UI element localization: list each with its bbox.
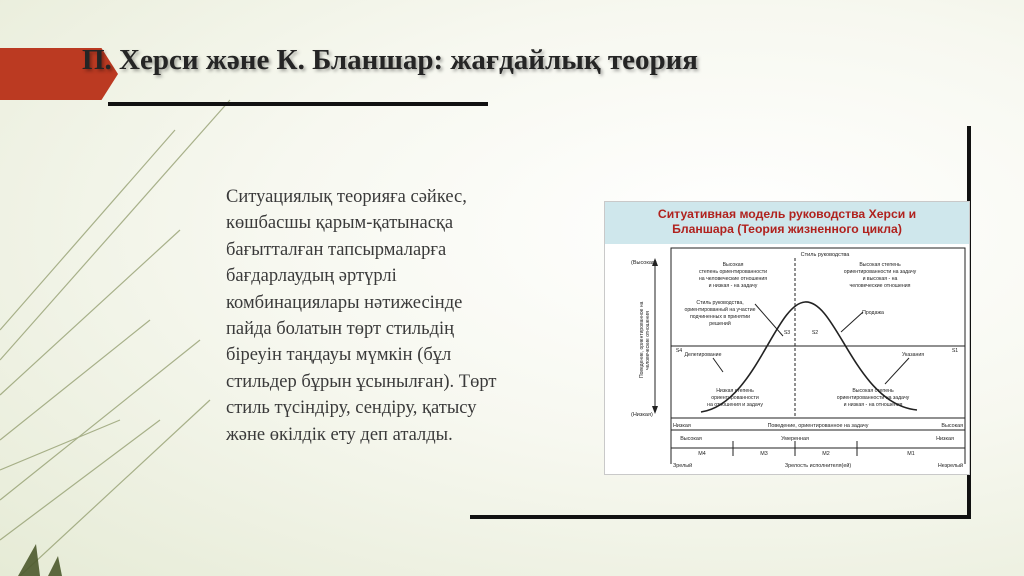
center-note: решений bbox=[709, 321, 731, 327]
figure-title bbox=[605, 202, 969, 244]
center-note: Стиль руководства, bbox=[696, 300, 744, 306]
center-note: ориентированный на участие bbox=[684, 307, 756, 313]
q2-label: человеческие отношения bbox=[849, 283, 911, 289]
q2-label: ориентированности на задачу bbox=[843, 269, 917, 275]
body-line: стильдер бұрын ұсынылған). Төрт bbox=[226, 371, 497, 392]
q1-label: Высокая степень bbox=[852, 388, 894, 394]
immature-label: Незрелый bbox=[937, 463, 963, 469]
maturity-axis-label: Зрелость исполнителя(ей) bbox=[784, 463, 852, 469]
situational-model-diagram bbox=[605, 244, 969, 474]
x-low-label: Низкая bbox=[673, 423, 691, 429]
x-high-label: Высокая bbox=[941, 423, 963, 429]
s1-label: S1 bbox=[951, 348, 959, 354]
y-axis-label: Поведение, ориентированное на bbox=[639, 301, 645, 378]
s3-label: S3 bbox=[783, 330, 791, 336]
body-line: бағытталған тапсырмаларға bbox=[226, 239, 447, 260]
y-axis-label: человеческие отношения bbox=[645, 311, 651, 370]
body-line: комбинациялары нәтижесінде bbox=[226, 292, 463, 313]
q2-label: и высокая - на bbox=[862, 276, 898, 282]
q3-label: Высокая bbox=[722, 262, 744, 268]
body-line: біреуін таңдауы мүмкін (бұл bbox=[226, 345, 452, 366]
s2-label: S2 bbox=[811, 330, 819, 336]
y-low-label: (Низкая) bbox=[631, 412, 653, 418]
m2-label: M2 bbox=[822, 451, 830, 457]
y-high-label: (Высокая) bbox=[631, 260, 657, 266]
q2-label: Высокая степень bbox=[859, 262, 901, 268]
m1-label: M1 bbox=[907, 451, 915, 457]
m4-label: M4 bbox=[698, 451, 706, 457]
delegate-label: Делегирование bbox=[684, 352, 722, 358]
q1-label: и низкая - на отношения bbox=[843, 402, 903, 408]
q3-label: на человеческие отношения bbox=[698, 276, 768, 282]
title-underline bbox=[108, 102, 488, 106]
hersey-blanchard-figure bbox=[604, 201, 970, 475]
body-line: бағдарлаудың әртүрлі bbox=[226, 266, 397, 287]
q4-label: Низкая степень bbox=[716, 388, 754, 394]
center-note: подчиненных в принятии bbox=[689, 314, 751, 320]
maturity-low: Низкая bbox=[936, 436, 954, 442]
body-line: және өкілдік ету деп аталды. bbox=[226, 424, 453, 445]
sell-label: Продажа bbox=[862, 310, 884, 316]
m3-label: M3 bbox=[760, 451, 768, 457]
slide-body-text bbox=[226, 184, 586, 448]
tell-label: Указания bbox=[901, 352, 925, 358]
s4-label: S4 bbox=[675, 348, 683, 354]
maturity-high: Высокая bbox=[680, 436, 702, 442]
q1-label: ориентированности на задачу bbox=[836, 395, 910, 401]
q3-label: и низкая - на задачу bbox=[708, 283, 758, 289]
q4-label: ориентированности bbox=[711, 395, 759, 401]
body-line: көшбасшы қарым-қатынасқа bbox=[226, 213, 454, 234]
maturity-moderate: Умеренная bbox=[781, 436, 809, 442]
style-header: Стиль руководства bbox=[800, 252, 850, 258]
body-line: стиль түсіндіру, сендіру, қатысу bbox=[226, 398, 477, 419]
body-line: пайда болатын төрт стильдің bbox=[226, 319, 455, 340]
mature-label: Зрелый bbox=[673, 463, 693, 469]
frame-line-bottom bbox=[470, 515, 971, 519]
body-line: Ситуациялық теорияға сәйкес, bbox=[226, 187, 467, 207]
slide-title: П. Херси және К. Бланшар: жағдайлық теория bbox=[82, 44, 698, 76]
figure-title-line: Бланшара (Теория жизненного цикла) bbox=[672, 222, 902, 236]
x-axis-label: Поведение, ориентированное на задачу bbox=[767, 423, 869, 429]
figure-title-line: Ситуативная модель руководства Херси и bbox=[657, 207, 917, 221]
q4-label: на отношения и задачу bbox=[707, 402, 763, 408]
q3-label: степень ориентированности bbox=[698, 269, 768, 275]
